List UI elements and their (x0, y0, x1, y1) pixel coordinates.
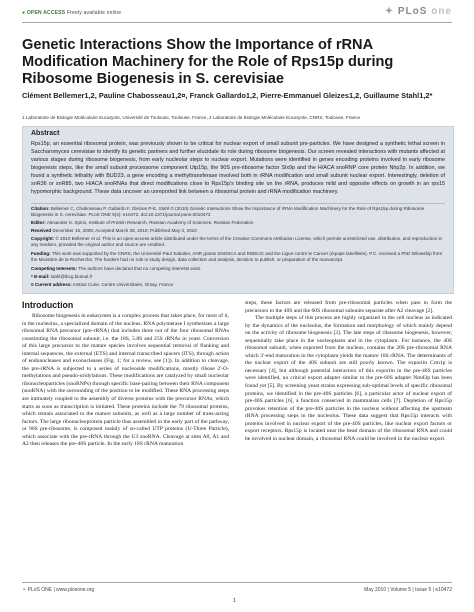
author-list: Clément Bellemer1,2, Pauline Chabosseau1,2¤, Franck Gallardo1,2, Pierre-Emmanuel Gleizes1,2, Guillaume Stahl1,2* (22, 91, 433, 100)
footer-journal (22, 587, 94, 593)
logo-text: PLoS (397, 6, 428, 17)
footer-divider (22, 582, 452, 583)
editor (31, 220, 445, 226)
open-access-banner (22, 10, 121, 16)
logo-icon: ✦ (384, 6, 395, 17)
intro-column-left (22, 313, 229, 449)
email-link[interactable]: stahl@ibcg.biotoul.fr (50, 274, 93, 279)
header-divider (22, 22, 452, 23)
footer-journal-text[interactable]: PLoS ONE | www.plosone.org (27, 587, 95, 593)
current-address-text: Institut Curie, Centre Universitaire, Orsay, France (73, 282, 174, 287)
journal-logo (385, 6, 452, 17)
funding (31, 251, 445, 264)
footer-logo-icon: ✦ (22, 587, 27, 593)
abstract-separator (31, 203, 445, 204)
introduction-heading: Introduction (22, 300, 74, 310)
abstract-text: Rps15p, an essential ribosomal protein, was previously shown to be critical for nuclear export of small subunit pre-particles. We have designed a synthetic lethal screen in Saccharomyces cerevisiae to identify its genetic partners and further elucidate its role during ribosome biogenesis. Our screen revealed interactions with mutants affected at various stages during ribosome biogenesis, from early nucleolar steps to nuclear export. Mutations were identified in genes encoding proteins involved in early ribosome biogenesis steps, like the small subunit processome component Utp15p, the 90S pre-ribosome factor Slx9p and the H/ACA snoRNP core protein Nhp2p. In addition, we found a synthetic lethality with BUD23, a gene encoding a methyltransferase involved both in rRNA modification and small subunit nuclear export. Interestingly, deletion of snR36 or snR85, two H/ACA snoRNAs that direct modifications close to Rps15p's binding site on the rRNA, produces mild and opposite effects on growth in an rps15 hypomorphic background. These data uncover an unreported link between a ribosomal protein and rRNA modification machinery. (31, 141, 445, 195)
article-title: Genetic Interactions Show the Importance of rRNA Modification Machinery for the Role of Rps15p during Ribosome Biogenesis in S. cerevisiae (22, 37, 394, 87)
intro-paragraph: steps, these factors are released from pre-ribosomal particles when pass to form the precursors to the 40S and the 60S ribosomal subunits separate after A2 cleavage [2]. (245, 300, 452, 314)
funding-text: This work was supported by the CNRS, the Université Paul Sabatier, ANR grants SNOSCA and RIBEUC and the Ligue contre le Cancer (équipe labellisée). P.C. received a PhD fellowship from the Ministère de la Recherche. The funders had no role in study design, data collection and analysis, decision to publish, or preparation of the manuscript. (31, 251, 443, 263)
intro-paragraph: Ribosome biogenesis in eukaryotes is a complex process that takes place, for most of it, in the nucleolus, a specialized domain of the nucleus. RNA polymerase I synthesizes a large ribosomal RNA precursor (pre-rRNA) that includes three out of the four ribosomal RNAs constituting the ribosomal subunit, i.e. the 18S, 5.8S and 25S rRNAs in yeast. Conversion of this large precursor to the mature species involves sequential removal of flanking and internal sequences, the external (ETS) and internal transcribed spacers (ITS), through action of endonucleases and exonucleases (Fig. 1; for a review, see [1]). In addition to cleavage, the pre-rRNA is subjected to a series of nucleoside modifications, mostly ribose 2'-O-methylations and pseudo-uridylations. These modifications are catalyzed by small nucleolar ribonucleoparticles (snoRNPs) through specific base-pairing between their RNA component (snoRNA) with the surrounding of the position to be modified. These RNA processing steps are intimately coupled to the assembly of diverse proteins with the precursor RNAs, which starts as soon as transcription is initiated. These proteins include the 79 ribosomal proteins, which remain associated to the mature subunits, as well as a large number of trans-acting factors. The large ribonucleoprotein particle thus assembled in the early part of the pathway, or 90S pre-ribosome, is composed mainly of so-called UTP proteins (U-Three Particle), which associate with the pre-rRNA through the U3 snoRNA. Cleavage at sites A0, A1 and A2 then releases the pre-40S particle. In the early 18S rRNA maturation (22, 313, 229, 448)
dates-text: December 16, 2009; Accepted March 28, 2010; Published May 3, 2010 (52, 228, 197, 233)
funding-label: Funding: (31, 251, 51, 256)
competing-label: Competing Interests: (31, 266, 77, 271)
editor-label: Editor: (31, 220, 46, 225)
citation-label: Citation: (31, 206, 50, 211)
intro-paragraph: The multiple steps of this process are highly organized in the cell nucleus as indicated by the dynamics of the nucleolus, the formation and morphology of which mainly depend on the activity of ribosome biogenesis [3]. The late steps of ribosome biogenesis, however, sequentially take place in the nucleoplasm and in the cytoplasm. For instance, the 40S ribosomal subunit, when exported from the nucleus, contains the 20S pre-ribosomal RNA which 3'-end maturation in the cytoplasm yields the mature 18S rRNA. The determinants of the nuclear export of the 40S subunit are still poorly known. The exportin Crm1p is necessary [4], but although potential interactors of this exportin in the pre-40S particles were identified, no critical export adapter similar to the pre-60S adapter Nmd3p has been found yet [5]. By screening yeast strains expressing sub-optimal levels of specific ribosomal proteins, we identified in the pre-40S particles [6], a particular actor of nuclear export of pre-40S particles [6], a function conserved in mammalian cells [7]. Depletion of Rps15p provokes retention of the pre-40S particles in the nucleus without affecting the upstream rRNA processing steps in the nucleolus. These data suggest that Rps15p interacts with proteins involved in nuclear export of the pre-40S particles, like nuclear export factors or export receptors. Rps15p is located near the head domain of the ribosomal RNA and could be involved in nuclear domain, a ribosomal RNA could be involved in the nuclear export. (245, 315, 452, 442)
current-address (31, 282, 231, 288)
open-access-label: OPEN ACCESS (26, 10, 66, 16)
dates-label: Received (31, 228, 52, 233)
citation-text[interactable]: Bellemer C, Chabosseau P, Gallardo F, Gleizes P-E, Stahl G (2010) Genetic Interactions Show the Importance of rRNA Modification Machinery for the Role of Rps15p during Ribosome Biogenesis in S. cerevisiae. PLoS ONE 5(4): e10472. doi:10.1371/journal.pone.0010472 (31, 206, 425, 218)
page-number: 1 (233, 598, 236, 604)
dates (31, 228, 445, 234)
editor-text: Alexander S. Spirin, Institute of Protein Research, Russian Academy of Sciences, Russian Federation (46, 220, 254, 225)
email-label: * E-mail: (31, 274, 50, 279)
email (31, 274, 231, 280)
open-access-note: Freely available online (66, 10, 122, 16)
footer-issue: May 2010 | Volume 5 | Issue 5 | e10472 (364, 587, 452, 593)
affiliations: 1 Laboratoire de Biologie Moléculaire Eucaryote, Université de Toulouse, Toulouse, France, 2 Laboratoire de Biologie Moléculaire Eucaryote, CNRS, Toulouse, France (22, 115, 361, 120)
open-access-icon: ● (22, 10, 26, 16)
copyright (31, 236, 445, 249)
copyright-label: Copyright: (31, 236, 55, 241)
abstract-heading: Abstract (31, 130, 60, 137)
intro-column-right (245, 300, 452, 443)
copyright-text: © 2010 Bellemer et al. This is an open-access article distributed under the terms of the Creative Commons Attribution License, which permits unrestricted use, distribution, and reproduction in any medium, provided the original author and source are credited. (31, 236, 443, 248)
current-address-label: ¤ Current address: (31, 282, 72, 287)
logo-one: one (431, 6, 452, 17)
citation (31, 206, 445, 219)
competing-interests (31, 266, 231, 272)
competing-text: The authors have declared that no competing interests exist. (78, 266, 202, 271)
